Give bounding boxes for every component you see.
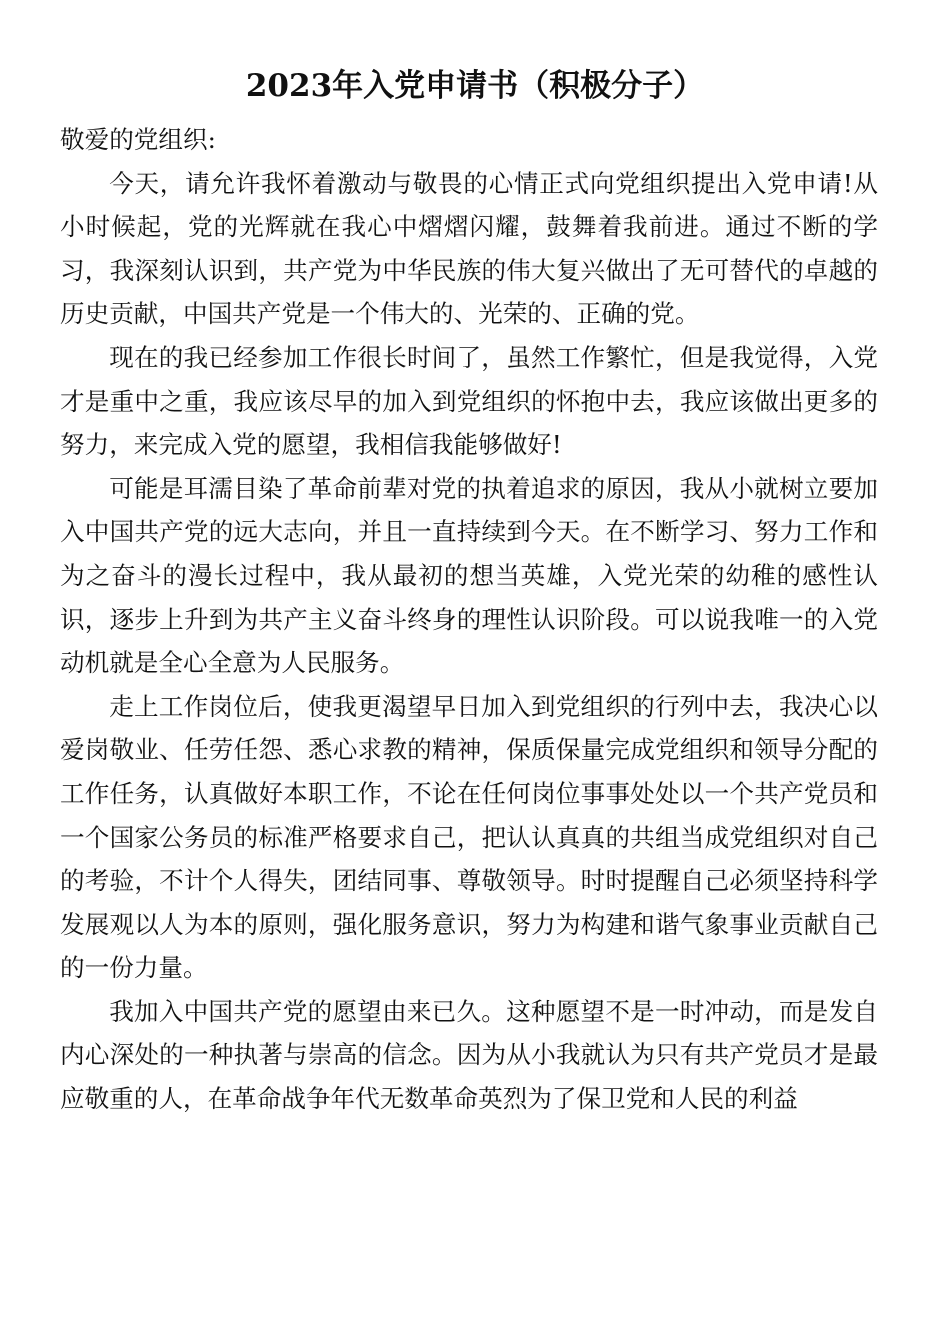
paragraph-5: 我加入中国共产党的愿望由来已久。这种愿望不是一时冲动，而是发自内心深处的一种执著与崇高的信念。因为从小我就认为只有共产党员才是最应敬重的人，在革命战争年代无数革命英烈为了保卫党和人民的利益 xyxy=(60,996,878,1114)
paragraph-3: 可能是耳濡目染了革命前辈对党的执着追求的原因，我从小就树立要加入中国共产党的远大志向，并且一直持续到今天。在不断学习、努力工作和为之奋斗的漫长过程中，我从最初的想当英雄，入党光荣的幼稚的感性认识，逐步上升到为共产主义奋斗终身的理性认识阶段。可以说我唯一的入党动机就是全心全意为人民服务。 xyxy=(60,473,878,678)
document-title: 2023年入党申请书（积极分子） xyxy=(245,68,705,104)
paragraph-2: 现在的我已经参加工作很长时间了，虽然工作繁忙，但是我觉得，入党才是重中之重，我应该尽早的加入到党组织的怀抱中去，我应该做出更多的努力，来完成入党的愿望，我相信我能够做好! xyxy=(60,342,878,460)
document-body xyxy=(60,118,878,1121)
paragraph-1: 今天，请允许我怀着激动与敬畏的心情正式向党组织提出入党申请!从小时候起，党的光辉就在我心中熠熠闪耀，鼓舞着我前进。通过不断的学习，我深刻认识到，共产党为中华民族的伟大复兴做出了无可替代的卓越的历史贡献，中国共产党是一个伟大的、光荣的、正确的党。 xyxy=(60,168,878,329)
salutation: 敬爱的党组织: xyxy=(60,125,216,154)
paragraph-4: 走上工作岗位后，使我更渴望早日加入到党组织的行列中去，我决心以爱岗敬业、任劳任怨、悉心求教的精神，保质保量完成党组织和领导分配的工作任务，认真做好本职工作，不论在任何岗位事事处处以一个共产党员和一个国家公务员的标准严格要求自己，把认认真真的共组当成党组织对自己的考验，不计个人得失，团结同事、尊敬领导。时时提醒自己必须坚持科学发展观以人为本的原则，强化服务意识，努力为构建和谐气象事业贡献自己的一份力量。 xyxy=(60,691,878,983)
